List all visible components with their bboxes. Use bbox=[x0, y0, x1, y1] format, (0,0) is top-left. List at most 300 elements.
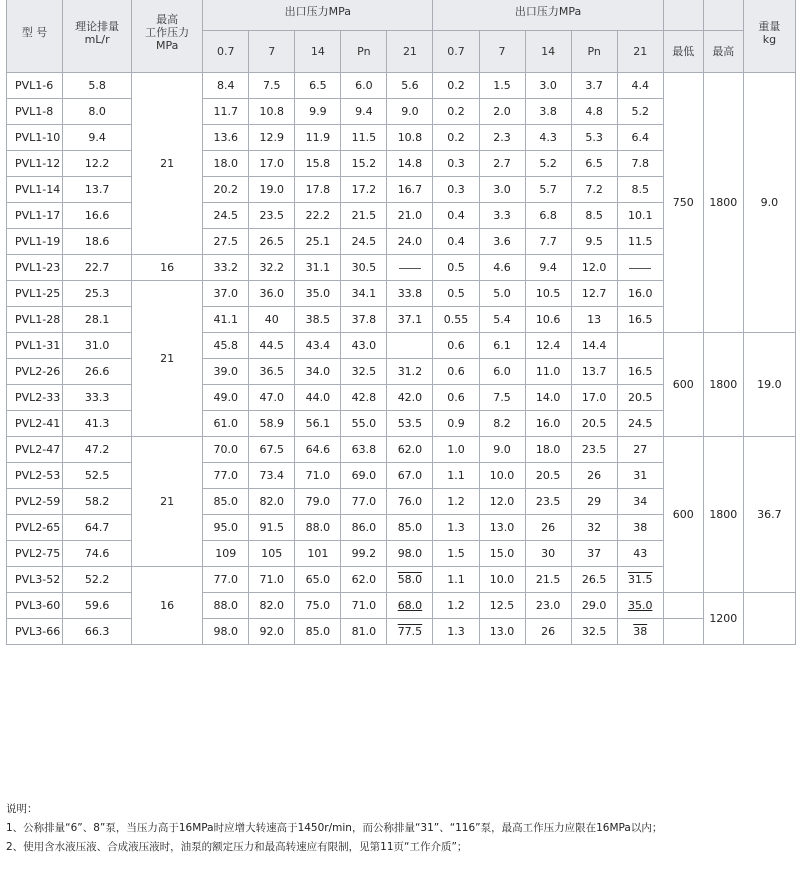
model-cell: PVL2-59 bbox=[7, 489, 63, 515]
model-cell: PVL2-75 bbox=[7, 541, 63, 567]
value-cell: 9.4 bbox=[525, 255, 571, 281]
header-pressure-21: 21 bbox=[617, 31, 663, 73]
max-speed-cell: 1800 bbox=[703, 73, 743, 333]
value-cell: 32 bbox=[571, 515, 617, 541]
value-cell: 3.0 bbox=[525, 73, 571, 99]
header-max-speed: 最高 bbox=[703, 31, 743, 73]
value-cell: 0.4 bbox=[433, 229, 479, 255]
value-cell: 9.5 bbox=[571, 229, 617, 255]
displacement-cell: 5.8 bbox=[63, 73, 132, 99]
value-cell: 37.1 bbox=[387, 307, 433, 333]
value-cell: 17.0 bbox=[249, 151, 295, 177]
value-cell: 88.0 bbox=[203, 593, 249, 619]
value-cell: 92.0 bbox=[249, 619, 295, 645]
value-cell: 11.5 bbox=[617, 229, 663, 255]
value-cell: 12.7 bbox=[571, 281, 617, 307]
model-cell: PVL1-31 bbox=[7, 333, 63, 359]
value-cell: 47.0 bbox=[249, 385, 295, 411]
value-cell: 49.0 bbox=[203, 385, 249, 411]
header-pressure-0-7: 0.7 bbox=[203, 31, 249, 73]
value-cell: 10.8 bbox=[387, 125, 433, 151]
value-cell: 37.0 bbox=[203, 281, 249, 307]
value-cell: 11.0 bbox=[525, 359, 571, 385]
model-cell: PVL1-23 bbox=[7, 255, 63, 281]
displacement-cell: 25.3 bbox=[63, 281, 132, 307]
min-speed-cell bbox=[663, 593, 703, 619]
value-cell: 64.6 bbox=[295, 437, 341, 463]
displacement-cell: 8.0 bbox=[63, 99, 132, 125]
header-speed-spacer bbox=[703, 0, 743, 31]
value-cell: 69.0 bbox=[341, 463, 387, 489]
value-cell: 16.5 bbox=[617, 307, 663, 333]
max-pressure-cell: 21 bbox=[132, 73, 203, 255]
value-cell: 3.6 bbox=[479, 229, 525, 255]
max-pressure-cell: 21 bbox=[132, 281, 203, 437]
value-cell: 15.8 bbox=[295, 151, 341, 177]
value-cell: 36.5 bbox=[249, 359, 295, 385]
header-pressure-14: 14 bbox=[525, 31, 571, 73]
header-outlet-pressure: 出口压力MPa bbox=[203, 0, 433, 31]
value-cell: 3.8 bbox=[525, 99, 571, 125]
value-cell: 85.0 bbox=[387, 515, 433, 541]
value-cell: 55.0 bbox=[341, 411, 387, 437]
value-cell: 1.2 bbox=[433, 489, 479, 515]
value-cell: 0.6 bbox=[433, 333, 479, 359]
model-cell: PVL1-25 bbox=[7, 281, 63, 307]
value-cell: 9.9 bbox=[295, 99, 341, 125]
value-cell: 12.5 bbox=[479, 593, 525, 619]
value-cell: 10.5 bbox=[525, 281, 571, 307]
value-cell: 43.0 bbox=[341, 333, 387, 359]
value-cell: 24.5 bbox=[203, 203, 249, 229]
min-speed-cell bbox=[663, 619, 703, 645]
value-cell: 33.2 bbox=[203, 255, 249, 281]
value-cell: 0.5 bbox=[433, 281, 479, 307]
value-cell: 12.9 bbox=[249, 125, 295, 151]
value-cell: 77.0 bbox=[341, 489, 387, 515]
value-cell: 38.5 bbox=[295, 307, 341, 333]
value-cell: 17.0 bbox=[571, 385, 617, 411]
value-cell: 13.6 bbox=[203, 125, 249, 151]
header-pressure-7: 7 bbox=[249, 31, 295, 73]
value-cell: 22.2 bbox=[295, 203, 341, 229]
pump-spec-table bbox=[6, 0, 796, 645]
value-cell: 18.0 bbox=[203, 151, 249, 177]
value-cell: 20.5 bbox=[617, 385, 663, 411]
table-row bbox=[7, 73, 796, 99]
value-cell: 9.4 bbox=[341, 99, 387, 125]
model-cell: PVL1-10 bbox=[7, 125, 63, 151]
value-cell: 20.5 bbox=[571, 411, 617, 437]
max-pressure-cell: 16 bbox=[132, 567, 203, 645]
value-cell: 0.6 bbox=[433, 359, 479, 385]
model-cell: PVL2-26 bbox=[7, 359, 63, 385]
value-cell: 91.5 bbox=[249, 515, 295, 541]
model-cell: PVL3-52 bbox=[7, 567, 63, 593]
value-cell: 26.5 bbox=[249, 229, 295, 255]
value-cell: 0.55 bbox=[433, 307, 479, 333]
displacement-cell: 47.2 bbox=[63, 437, 132, 463]
max-pressure-cell: 16 bbox=[132, 255, 203, 281]
value-cell: 71.0 bbox=[341, 593, 387, 619]
value-cell: 10.6 bbox=[525, 307, 571, 333]
value-cell: 23.0 bbox=[525, 593, 571, 619]
value-cell: 27.5 bbox=[203, 229, 249, 255]
value-cell: 9.0 bbox=[479, 437, 525, 463]
value-cell: 13.7 bbox=[571, 359, 617, 385]
value-cell: 23.5 bbox=[571, 437, 617, 463]
value-cell: 4.4 bbox=[617, 73, 663, 99]
value-cell: 3.0 bbox=[479, 177, 525, 203]
displacement-cell: 74.6 bbox=[63, 541, 132, 567]
model-cell: PVL1-17 bbox=[7, 203, 63, 229]
model-cell: PVL3-66 bbox=[7, 619, 63, 645]
value-cell: 0.2 bbox=[433, 73, 479, 99]
value-cell: 17.2 bbox=[341, 177, 387, 203]
value-cell: 11.7 bbox=[203, 99, 249, 125]
value-cell: 26.5 bbox=[571, 567, 617, 593]
value-cell: 0.6 bbox=[433, 385, 479, 411]
note-line-1: 1、公称排量“6”、8”泵，当压力高于16MPa时应增大转速高于1450r/min，而公称排量“31”、“116”泵，最高工作压力应限在16MPa以内； bbox=[6, 822, 663, 834]
value-cell: 82.0 bbox=[249, 489, 295, 515]
value-cell: 13.0 bbox=[479, 515, 525, 541]
weight-cell: 9.0 bbox=[743, 73, 795, 333]
value-cell: 101 bbox=[295, 541, 341, 567]
value-cell: 32.2 bbox=[249, 255, 295, 281]
value-cell: 5.6 bbox=[387, 73, 433, 99]
value-cell: 1.1 bbox=[433, 567, 479, 593]
value-cell: 8.5 bbox=[571, 203, 617, 229]
value-cell: 0.5 bbox=[433, 255, 479, 281]
value-cell: 44.5 bbox=[249, 333, 295, 359]
model-cell: PVL1-28 bbox=[7, 307, 63, 333]
value-cell: 1.5 bbox=[479, 73, 525, 99]
value-cell: 15.0 bbox=[479, 541, 525, 567]
table-row bbox=[7, 437, 796, 463]
value-cell: 38 bbox=[617, 619, 663, 645]
value-cell: 16.0 bbox=[617, 281, 663, 307]
weight-cell: 36.7 bbox=[743, 437, 795, 593]
value-cell: 95.0 bbox=[203, 515, 249, 541]
value-cell: 31 bbox=[617, 463, 663, 489]
value-cell: 19.0 bbox=[249, 177, 295, 203]
value-cell: 1.3 bbox=[433, 619, 479, 645]
value-cell: 12.0 bbox=[479, 489, 525, 515]
model-cell: PVL1-14 bbox=[7, 177, 63, 203]
value-cell bbox=[617, 333, 663, 359]
value-cell: 25.1 bbox=[295, 229, 341, 255]
value-cell: 88.0 bbox=[295, 515, 341, 541]
value-cell: 34.0 bbox=[295, 359, 341, 385]
value-cell: 5.4 bbox=[479, 307, 525, 333]
max-speed-cell: 1800 bbox=[703, 437, 743, 593]
value-cell: 62.0 bbox=[341, 567, 387, 593]
model-cell: PVL1-12 bbox=[7, 151, 63, 177]
value-cell: 6.4 bbox=[617, 125, 663, 151]
model-cell: PVL1-6 bbox=[7, 73, 63, 99]
table-row bbox=[7, 333, 796, 359]
value-cell: 7.5 bbox=[249, 73, 295, 99]
value-cell: 27 bbox=[617, 437, 663, 463]
value-cell: 68.0 bbox=[387, 593, 433, 619]
value-cell: 35.0 bbox=[295, 281, 341, 307]
header-displacement: 理论排量 mL/r bbox=[63, 0, 132, 73]
value-cell: 31.1 bbox=[295, 255, 341, 281]
value-cell: 85.0 bbox=[203, 489, 249, 515]
value-cell: 10.0 bbox=[479, 463, 525, 489]
value-cell: 31.2 bbox=[387, 359, 433, 385]
value-cell: 23.5 bbox=[525, 489, 571, 515]
value-cell: 7.2 bbox=[571, 177, 617, 203]
value-cell: 7.8 bbox=[617, 151, 663, 177]
value-cell: 5.2 bbox=[525, 151, 571, 177]
value-cell: 11.5 bbox=[341, 125, 387, 151]
header-pressure-pn: Pn bbox=[571, 31, 617, 73]
not-applicable-dash bbox=[629, 268, 651, 269]
value-cell: 67.5 bbox=[249, 437, 295, 463]
value-cell: 10.8 bbox=[249, 99, 295, 125]
value-cell: 5.3 bbox=[571, 125, 617, 151]
model-cell: PVL2-41 bbox=[7, 411, 63, 437]
value-cell: 5.0 bbox=[479, 281, 525, 307]
value-cell: 86.0 bbox=[341, 515, 387, 541]
displacement-cell: 52.5 bbox=[63, 463, 132, 489]
value-cell: 58.0 bbox=[387, 567, 433, 593]
note-line-2: 2、使用含水液压液、合成液压液时，油泵的额定压力和最高转速应有限制，见第11页“工作介质”； bbox=[6, 841, 468, 853]
value-cell: 13 bbox=[571, 307, 617, 333]
model-cell: PVL2-33 bbox=[7, 385, 63, 411]
table-row bbox=[7, 593, 796, 619]
header-pressure-14: 14 bbox=[295, 31, 341, 73]
value-cell: 32.5 bbox=[341, 359, 387, 385]
header-model: 型 号 bbox=[7, 0, 63, 73]
value-cell: 15.2 bbox=[341, 151, 387, 177]
value-cell: 71.0 bbox=[249, 567, 295, 593]
value-cell: 18.0 bbox=[525, 437, 571, 463]
value-cell: 40 bbox=[249, 307, 295, 333]
value-cell: 7.5 bbox=[479, 385, 525, 411]
header-max-pressure: 最高 工作压力 MPa bbox=[132, 0, 203, 73]
displacement-cell: 12.2 bbox=[63, 151, 132, 177]
value-cell: 4.6 bbox=[479, 255, 525, 281]
value-cell: 29 bbox=[571, 489, 617, 515]
value-cell: 5.7 bbox=[525, 177, 571, 203]
value-cell: 1.5 bbox=[433, 541, 479, 567]
value-cell: 12.0 bbox=[571, 255, 617, 281]
value-cell: 99.2 bbox=[341, 541, 387, 567]
value-cell: 81.0 bbox=[341, 619, 387, 645]
value-cell: 6.8 bbox=[525, 203, 571, 229]
value-cell: 6.1 bbox=[479, 333, 525, 359]
displacement-cell: 16.6 bbox=[63, 203, 132, 229]
displacement-cell: 59.6 bbox=[63, 593, 132, 619]
header-pressure-21: 21 bbox=[387, 31, 433, 73]
value-cell: 0.4 bbox=[433, 203, 479, 229]
value-cell: 14.0 bbox=[525, 385, 571, 411]
value-cell: 21.0 bbox=[387, 203, 433, 229]
value-cell: 105 bbox=[249, 541, 295, 567]
value-cell: 36.0 bbox=[249, 281, 295, 307]
value-cell: 24.5 bbox=[617, 411, 663, 437]
value-cell: 26 bbox=[525, 619, 571, 645]
displacement-cell: 13.7 bbox=[63, 177, 132, 203]
value-cell: 109 bbox=[203, 541, 249, 567]
value-cell: 1.3 bbox=[433, 515, 479, 541]
weight-cell: 19.0 bbox=[743, 333, 795, 437]
value-cell: 77.5 bbox=[387, 619, 433, 645]
value-cell: 1.2 bbox=[433, 593, 479, 619]
max-speed-cell: 1800 bbox=[703, 333, 743, 437]
value-cell: 24.5 bbox=[341, 229, 387, 255]
value-cell: 35.0 bbox=[617, 593, 663, 619]
header-pressure-0-7: 0.7 bbox=[433, 31, 479, 73]
displacement-cell: 64.7 bbox=[63, 515, 132, 541]
header-pressure-7: 7 bbox=[479, 31, 525, 73]
displacement-cell: 41.3 bbox=[63, 411, 132, 437]
model-cell: PVL2-47 bbox=[7, 437, 63, 463]
displacement-cell: 58.2 bbox=[63, 489, 132, 515]
value-cell: 6.0 bbox=[479, 359, 525, 385]
not-applicable-dash bbox=[399, 268, 421, 269]
model-cell: PVL1-19 bbox=[7, 229, 63, 255]
value-cell: 3.7 bbox=[571, 73, 617, 99]
value-cell: 9.0 bbox=[387, 99, 433, 125]
value-cell: 5.2 bbox=[617, 99, 663, 125]
value-cell: 37.8 bbox=[341, 307, 387, 333]
displacement-cell: 33.3 bbox=[63, 385, 132, 411]
value-cell: 2.7 bbox=[479, 151, 525, 177]
value-cell: 4.3 bbox=[525, 125, 571, 151]
weight-cell bbox=[743, 593, 795, 645]
value-cell: 10.0 bbox=[479, 567, 525, 593]
value-cell: 43 bbox=[617, 541, 663, 567]
value-cell: 6.5 bbox=[295, 73, 341, 99]
value-cell: 53.5 bbox=[387, 411, 433, 437]
model-cell: PVL3-60 bbox=[7, 593, 63, 619]
value-cell: 33.8 bbox=[387, 281, 433, 307]
value-cell: 73.4 bbox=[249, 463, 295, 489]
value-cell: 0.2 bbox=[433, 125, 479, 151]
value-cell: 62.0 bbox=[387, 437, 433, 463]
model-cell: PVL1-8 bbox=[7, 99, 63, 125]
value-cell: 16.5 bbox=[617, 359, 663, 385]
value-cell: 1.0 bbox=[433, 437, 479, 463]
value-cell bbox=[387, 333, 433, 359]
displacement-cell: 26.6 bbox=[63, 359, 132, 385]
value-cell: 58.9 bbox=[249, 411, 295, 437]
min-speed-cell: 600 bbox=[663, 333, 703, 437]
value-cell: 34.1 bbox=[341, 281, 387, 307]
value-cell: 6.5 bbox=[571, 151, 617, 177]
value-cell: 98.0 bbox=[387, 541, 433, 567]
notes-section bbox=[6, 800, 796, 857]
value-cell: 21.5 bbox=[341, 203, 387, 229]
value-cell: 98.0 bbox=[203, 619, 249, 645]
value-cell: 31.5 bbox=[617, 567, 663, 593]
value-cell: 8.2 bbox=[479, 411, 525, 437]
value-cell: 70.0 bbox=[203, 437, 249, 463]
min-speed-cell: 750 bbox=[663, 73, 703, 333]
displacement-cell: 31.0 bbox=[63, 333, 132, 359]
value-cell: 0.3 bbox=[433, 177, 479, 203]
value-cell: 13.0 bbox=[479, 619, 525, 645]
displacement-cell: 9.4 bbox=[63, 125, 132, 151]
value-cell: 77.0 bbox=[203, 567, 249, 593]
displacement-cell: 22.7 bbox=[63, 255, 132, 281]
value-cell: 8.4 bbox=[203, 73, 249, 99]
header-min-speed: 最低 bbox=[663, 31, 703, 73]
header-weight: 重量 kg bbox=[743, 0, 795, 73]
value-cell: 38 bbox=[617, 515, 663, 541]
value-cell: 77.0 bbox=[203, 463, 249, 489]
value-cell: 14.8 bbox=[387, 151, 433, 177]
value-cell: 75.0 bbox=[295, 593, 341, 619]
min-speed-cell: 600 bbox=[663, 437, 703, 593]
value-cell: 3.3 bbox=[479, 203, 525, 229]
header-speed-spacer bbox=[663, 0, 703, 31]
value-cell: 65.0 bbox=[295, 567, 341, 593]
value-cell: 11.9 bbox=[295, 125, 341, 151]
displacement-cell: 52.2 bbox=[63, 567, 132, 593]
value-cell: 79.0 bbox=[295, 489, 341, 515]
value-cell: 4.8 bbox=[571, 99, 617, 125]
value-cell: 44.0 bbox=[295, 385, 341, 411]
displacement-cell: 18.6 bbox=[63, 229, 132, 255]
value-cell: 0.3 bbox=[433, 151, 479, 177]
value-cell: 16.7 bbox=[387, 177, 433, 203]
displacement-cell: 66.3 bbox=[63, 619, 132, 645]
value-cell: 2.3 bbox=[479, 125, 525, 151]
max-pressure-cell: 21 bbox=[132, 437, 203, 567]
value-cell: 17.8 bbox=[295, 177, 341, 203]
value-cell: 20.2 bbox=[203, 177, 249, 203]
value-cell: 71.0 bbox=[295, 463, 341, 489]
displacement-cell: 28.1 bbox=[63, 307, 132, 333]
value-cell: 6.0 bbox=[341, 73, 387, 99]
value-cell: 43.4 bbox=[295, 333, 341, 359]
value-cell: 30 bbox=[525, 541, 571, 567]
value-cell bbox=[387, 255, 433, 281]
value-cell: 10.1 bbox=[617, 203, 663, 229]
value-cell: 26 bbox=[525, 515, 571, 541]
notes-title: 说明： bbox=[6, 803, 38, 815]
value-cell: 20.5 bbox=[525, 463, 571, 489]
value-cell: 30.5 bbox=[341, 255, 387, 281]
value-cell: 32.5 bbox=[571, 619, 617, 645]
header-pressure-pn: Pn bbox=[341, 31, 387, 73]
model-cell: PVL2-53 bbox=[7, 463, 63, 489]
model-cell: PVL2-65 bbox=[7, 515, 63, 541]
value-cell: 2.0 bbox=[479, 99, 525, 125]
value-cell: 82.0 bbox=[249, 593, 295, 619]
value-cell: 41.1 bbox=[203, 307, 249, 333]
value-cell: 34 bbox=[617, 489, 663, 515]
value-cell: 16.0 bbox=[525, 411, 571, 437]
value-cell: 45.8 bbox=[203, 333, 249, 359]
value-cell: 14.4 bbox=[571, 333, 617, 359]
value-cell: 24.0 bbox=[387, 229, 433, 255]
value-cell: 0.2 bbox=[433, 99, 479, 125]
value-cell: 29.0 bbox=[571, 593, 617, 619]
max-speed-cell: 1200 bbox=[703, 593, 743, 645]
value-cell: 61.0 bbox=[203, 411, 249, 437]
value-cell: 67.0 bbox=[387, 463, 433, 489]
table-row bbox=[7, 619, 796, 645]
value-cell: 63.8 bbox=[341, 437, 387, 463]
value-cell: 76.0 bbox=[387, 489, 433, 515]
value-cell bbox=[617, 255, 663, 281]
value-cell: 42.0 bbox=[387, 385, 433, 411]
